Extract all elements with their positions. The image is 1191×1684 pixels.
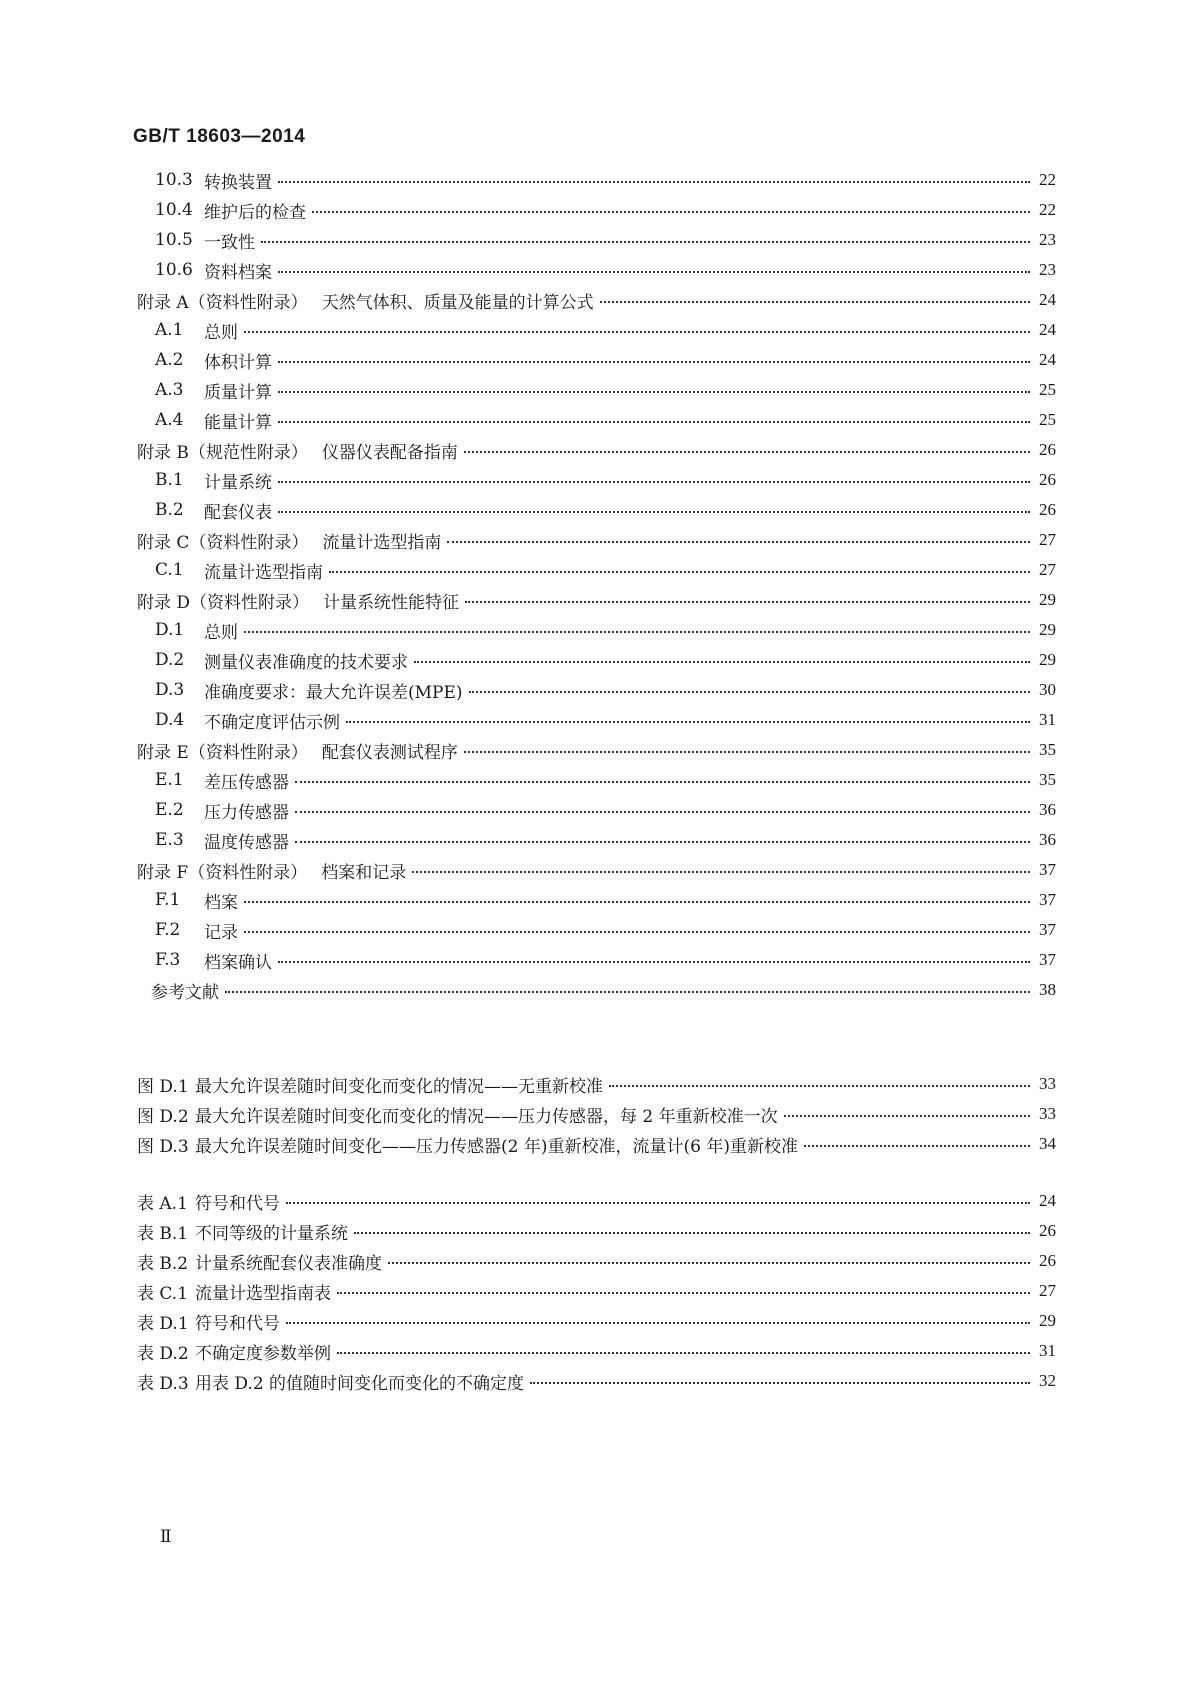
entry-number: 附录 F（资料性附录）: [137, 862, 308, 883]
entry-number: E.3: [155, 830, 184, 850]
figure-entry[interactable]: [137, 1099, 1056, 1129]
toc-entry[interactable]: [137, 315, 1056, 345]
toc-entry[interactable]: [137, 765, 1056, 795]
leader-dots: [337, 1352, 1030, 1354]
entry-title: 测量仪表准确度的技术要求: [204, 652, 408, 673]
leader-dots: [465, 601, 1030, 603]
leader-dots: [469, 691, 1030, 693]
entry-title: 不确定度参数举例: [195, 1343, 331, 1364]
entry-page: 34: [1039, 1134, 1056, 1153]
toc-entry[interactable]: [137, 585, 1056, 615]
entry-page: 31: [1039, 710, 1056, 729]
toc-entry[interactable]: [137, 195, 1056, 225]
entry-title: 用表 D.2 的值随时间变化而变化的不确定度: [195, 1373, 525, 1394]
entry-page: 26: [1039, 500, 1056, 519]
leader-dots: [464, 751, 1030, 753]
leader-dots: [329, 571, 1030, 573]
leader-dots: [278, 361, 1030, 363]
entry-title: 最大允许误差随时间变化而变化的情况——无重新校准: [195, 1076, 603, 1097]
toc-entry[interactable]: [137, 735, 1056, 765]
entry-number: 表 A.1: [137, 1193, 188, 1214]
toc-entry[interactable]: [137, 495, 1056, 525]
table-entry[interactable]: [137, 1366, 1056, 1396]
entry-number: 附录 E（资料性附录）: [137, 742, 308, 763]
toc-entry[interactable]: [137, 615, 1056, 645]
toc-entry[interactable]: [137, 555, 1056, 585]
toc-entry[interactable]: [137, 855, 1056, 885]
entry-number: A.2: [155, 350, 184, 370]
table-entry[interactable]: [137, 1336, 1056, 1366]
toc-entry[interactable]: [137, 375, 1056, 405]
entry-number: E.2: [155, 800, 184, 820]
entry-number: 表 D.3: [137, 1373, 189, 1394]
entry-page: 27: [1039, 1281, 1056, 1300]
entry-title: 温度传感器: [204, 832, 289, 853]
entry-page: 29: [1039, 620, 1056, 639]
entry-number: A.1: [155, 320, 184, 340]
toc-entry[interactable]: [137, 345, 1056, 375]
tables-list: [137, 1186, 1056, 1396]
entry-number: E.1: [155, 770, 184, 790]
entry-title: 不同等级的计量系统: [195, 1223, 348, 1244]
entry-number: C.1: [155, 560, 184, 580]
toc-entry[interactable]: [137, 645, 1056, 675]
table-entry[interactable]: [137, 1216, 1056, 1246]
entry-number: 表 C.1: [137, 1283, 189, 1304]
entry-number: D.4: [155, 710, 185, 730]
toc-entry[interactable]: [137, 255, 1056, 285]
leader-dots: [609, 1085, 1030, 1087]
leader-dots: [295, 781, 1030, 783]
entry-title: 体积计算: [204, 352, 272, 373]
leader-dots: [530, 1382, 1030, 1384]
entry-title: 准确度要求：最大允许误差(MPE): [204, 682, 463, 703]
entry-title: 流量计选型指南: [322, 532, 442, 553]
entry-title: 计量系统: [204, 472, 272, 493]
toc-entry[interactable]: [137, 885, 1056, 915]
entry-title: 最大允许误差随时间变化——压力传感器(2 年)重新校准，流量计(6 年)重新校准: [195, 1136, 798, 1157]
entry-number: 附录 A（资料性附录）: [137, 292, 308, 313]
entry-page: 24: [1039, 320, 1056, 339]
leader-dots: [354, 1232, 1030, 1234]
toc-entry[interactable]: [137, 435, 1056, 465]
entry-number: 图 D.1: [137, 1076, 189, 1097]
entry-page: 37: [1039, 950, 1056, 969]
leader-dots: [447, 541, 1030, 543]
entry-title: 档案和记录: [321, 862, 407, 883]
document-code: GB/T 18603—2014: [133, 126, 306, 147]
entry-title: 符号和代号: [195, 1193, 280, 1214]
toc-entry[interactable]: [137, 285, 1056, 315]
entry-title: 最大允许误差随时间变化而变化的情况——压力传感器，每 2 年重新校准一次: [195, 1106, 778, 1127]
entry-title: 资料档案: [204, 262, 272, 283]
entry-page: 22: [1039, 170, 1056, 189]
table-entry[interactable]: [137, 1276, 1056, 1306]
toc-entry[interactable]: [137, 825, 1056, 855]
entry-page: 35: [1039, 740, 1056, 759]
entry-page: 26: [1039, 440, 1056, 459]
entry-title: 质量计算: [204, 382, 272, 403]
toc-entry[interactable]: [137, 705, 1056, 735]
entry-number: A.3: [155, 380, 184, 400]
entry-page: 38: [1039, 980, 1056, 999]
entry-title: 维护后的检查: [204, 202, 306, 223]
entry-number: B.1: [155, 470, 184, 490]
entry-page: 29: [1039, 1311, 1056, 1330]
entry-number: 图 D.2: [137, 1106, 189, 1127]
figure-entry[interactable]: [137, 1069, 1056, 1099]
entry-title: 记录: [204, 922, 238, 943]
entry-title: 总则: [204, 322, 238, 343]
leader-dots: [278, 181, 1030, 183]
leader-dots: [278, 481, 1030, 483]
entry-page: 32: [1039, 1371, 1056, 1390]
entry-title: 流量计选型指南: [204, 562, 323, 583]
leader-dots: [244, 331, 1030, 333]
entry-title: 配套仪表: [204, 502, 272, 523]
entry-number: D.2: [155, 650, 185, 670]
toc-entry[interactable]: [137, 525, 1056, 555]
entry-number: F.1: [155, 890, 181, 910]
entry-number: F.2: [155, 920, 181, 940]
entry-number: 表 B.1: [137, 1223, 189, 1244]
entry-number: A.4: [155, 410, 184, 430]
toc-entry[interactable]: [137, 405, 1056, 435]
entry-page: 35: [1039, 770, 1056, 789]
entry-page: 26: [1039, 1221, 1056, 1240]
toc-entry[interactable]: [137, 945, 1056, 975]
entry-page: 27: [1039, 560, 1056, 579]
entry-number: 表 D.2: [137, 1343, 189, 1364]
entry-title: 流量计选型指南表: [195, 1283, 331, 1304]
entry-title: 转换装置: [204, 172, 272, 193]
entry-number: 表 B.2: [137, 1253, 189, 1274]
entry-number: 附录 C（资料性附录）: [137, 532, 309, 553]
entry-page: 24: [1039, 1191, 1056, 1210]
entry-page: 29: [1039, 590, 1056, 609]
figure-entry[interactable]: [137, 1129, 1056, 1159]
page-number-footer: Ⅱ: [160, 1527, 172, 1547]
leader-dots: [286, 1322, 1030, 1324]
entry-title: 总则: [204, 622, 238, 643]
leader-dots: [295, 811, 1030, 813]
entry-page: 26: [1039, 470, 1056, 489]
leader-dots: [337, 1292, 1030, 1294]
leader-dots: [295, 841, 1030, 843]
entry-title: 符号和代号: [195, 1313, 280, 1334]
leader-dots: [225, 991, 1030, 993]
entry-number: 图 D.3: [137, 1136, 189, 1157]
entry-page: 22: [1039, 200, 1056, 219]
toc-entry[interactable]: [137, 165, 1056, 195]
entry-number: B.2: [155, 500, 184, 520]
leader-dots: [388, 1262, 1030, 1264]
entry-page: 33: [1039, 1074, 1056, 1093]
leader-dots: [278, 421, 1030, 423]
leader-dots: [278, 511, 1030, 513]
entry-number: D.1: [155, 620, 185, 640]
toc-entry[interactable]: [137, 465, 1056, 495]
leader-dots: [412, 871, 1030, 873]
entry-number: F.3: [155, 950, 181, 970]
entry-page: 23: [1039, 260, 1056, 279]
figures-list: [137, 1069, 1056, 1159]
leader-dots: [346, 721, 1030, 723]
table-entry[interactable]: [137, 1246, 1056, 1276]
entry-number: 附录 D（资料性附录）: [137, 592, 310, 613]
contents-list: [137, 165, 1056, 1005]
entry-title: 配套仪表测试程序: [321, 742, 458, 763]
entry-title: 压力传感器: [204, 802, 289, 823]
entry-title: 能量计算: [204, 412, 272, 433]
entry-title: 不确定度评估示例: [204, 712, 340, 733]
leader-dots: [278, 391, 1030, 393]
leader-dots: [312, 211, 1030, 213]
table-entry[interactable]: [137, 1186, 1056, 1216]
entry-title: 档案: [204, 892, 238, 913]
entry-number: 附录 B（规范性附录）: [137, 442, 308, 463]
entry-page: 33: [1039, 1104, 1056, 1123]
entry-number: 10.3: [155, 170, 193, 190]
entry-title: 一致性: [204, 232, 255, 253]
entry-page: 25: [1039, 410, 1056, 429]
leader-dots: [804, 1145, 1030, 1147]
leader-dots: [278, 271, 1030, 273]
leader-dots: [261, 241, 1030, 243]
leader-dots: [244, 631, 1030, 633]
leader-dots: [244, 931, 1030, 933]
leader-dots: [464, 451, 1030, 453]
entry-page: 29: [1039, 650, 1056, 669]
entry-page: 27: [1039, 530, 1056, 549]
entry-number: 表 D.1: [137, 1313, 189, 1334]
entry-title: 仪器仪表配备指南: [321, 442, 458, 463]
leader-dots: [286, 1202, 1030, 1204]
leader-dots: [600, 301, 1030, 303]
entry-page: 37: [1039, 890, 1056, 909]
entry-page: 37: [1039, 920, 1056, 939]
entry-page: 24: [1039, 350, 1056, 369]
toc-entry[interactable]: [137, 225, 1056, 255]
leader-dots: [414, 661, 1030, 663]
entry-title: 天然气体积、质量及能量的计算公式: [321, 292, 594, 313]
entry-page: 25: [1039, 380, 1056, 399]
table-entry[interactable]: [137, 1306, 1056, 1336]
entry-page: 26: [1039, 1251, 1056, 1270]
entry-page: 24: [1039, 290, 1056, 309]
entry-page: 36: [1039, 800, 1056, 819]
entry-number: 10.6: [155, 260, 193, 280]
entry-page: 23: [1039, 230, 1056, 249]
entry-page: 36: [1039, 830, 1056, 849]
entry-page: 31: [1039, 1341, 1056, 1360]
entry-number: D.3: [155, 680, 185, 700]
toc-entry[interactable]: [137, 915, 1056, 945]
toc-entry[interactable]: [137, 675, 1056, 705]
toc-entry[interactable]: [137, 795, 1056, 825]
entry-title: 参考文献: [151, 982, 219, 1003]
entry-title: 档案确认: [204, 952, 272, 973]
toc-entry[interactable]: [137, 975, 1056, 1005]
entry-number: 10.5: [155, 230, 193, 250]
leader-dots: [278, 961, 1030, 963]
leader-dots: [244, 901, 1030, 903]
entry-number: 10.4: [155, 200, 193, 220]
entry-title: 差压传感器: [204, 772, 289, 793]
entry-page: 30: [1039, 680, 1056, 699]
leader-dots: [784, 1115, 1030, 1117]
entry-title: 计量系统配套仪表准确度: [195, 1253, 382, 1274]
entry-title: 计量系统性能特征: [323, 592, 460, 613]
entry-page: 37: [1039, 860, 1056, 879]
